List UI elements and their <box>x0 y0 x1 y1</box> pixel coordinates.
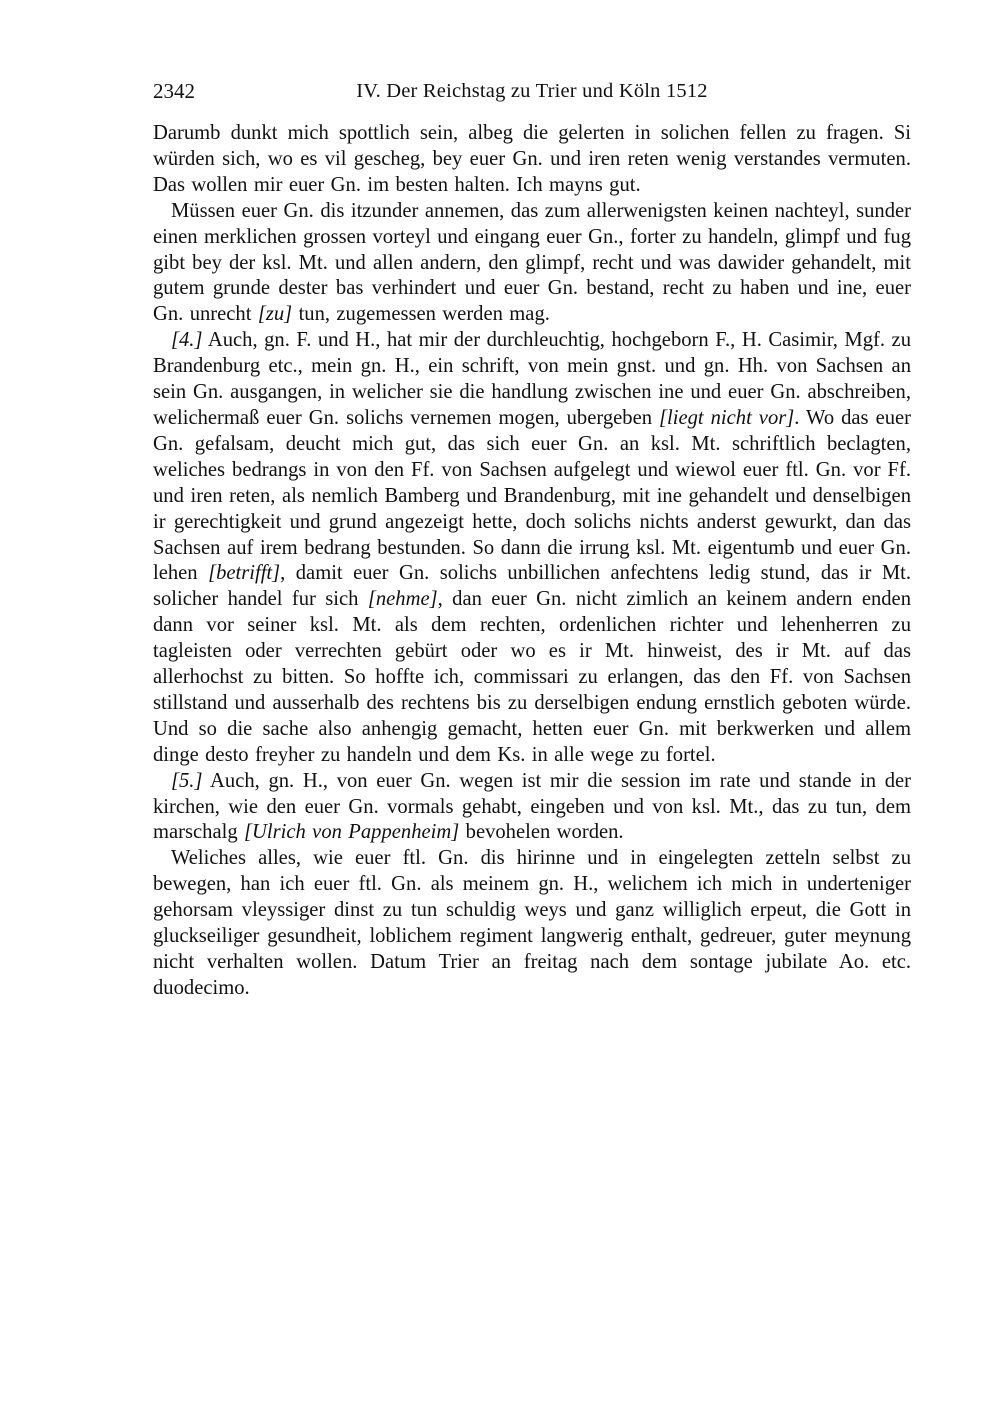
text-run: , damit euer Gn. solichs unbillichen anfechtens ledig stund, das ir Mt. solicher handel fur sich <box>153 562 911 611</box>
page-header <box>153 78 911 104</box>
text-run: Auch, gn. F. und H., hat mir der durchleuchtig, hochgeborn F., H. Casimir, Mgf. zu Brandenburg etc., mein gn. H., ein schrift, von mein gnst. und gn. Hh. von Sachsen an sein Gn. ausgangen, in welicher sie die handlung zwischen ine und euer Gn. abschreiben, welichermaß euer Gn. solichs vernemen mogen, ubergeben <box>153 329 911 429</box>
editorial-note: [Ulrich von Pappenheim] <box>244 821 460 844</box>
editorial-note: [zu] <box>257 303 293 326</box>
text-run: , dan euer Gn. nicht zimlich an keinem andern enden dann vor seiner ksl. Mt. als dem rechten, ordenlichen richter und lehenherren zu tagleisten oder verrechten gebürt oder wo es ir Mt. hinweist, des ir Mt. auf das allerhochst zu bitten. So hoffte ich, commissari zu erlangen, das den Ff. von Sachsen stillstand und ausserhalb des rechtens bis zu derselbigen endung ernstlich geboten würde. Und so die sache also anhengig gemacht, hetten euer Gn. mit berkwerken und allem dinge desto freyher zu handeln und dem Ks. in alle wege zu fortel. <box>153 588 911 766</box>
editorial-note: [liegt nicht vor] <box>659 406 795 429</box>
running-title: IV. Der Reichstag zu Trier und Köln 1512 <box>356 80 708 102</box>
text-run: tun, zugemessen werden mag. <box>292 303 550 326</box>
text-run: Weliches alles, wie euer ftl. Gn. dis hirinne und in eingelegten zetteln selbst zu bewegen, han ich euer ftl. Gn. als meinem gn. H., welichem ich mich in underteniger gehorsam vleyssiger dinst zu tun schuldig weys und ganz williglich erpeut, die Gott in gluckseiliger gesundheit, loblichem regiment langwerig enthalt, gedreuer, guter meynung nicht verhalten wollen. Datum Trier an freitag nach dem sontage jubilate Ao. etc. duodecimo. <box>153 847 911 999</box>
editorial-note: [betrifft] <box>208 562 281 585</box>
paragraph <box>153 328 911 768</box>
text-run: Müssen euer Gn. dis itzunder annemen, das zum allerwenigsten keinen nachteyl, sunder einen merklichen grossen vorteyl und eingang euer Gn., forter zu handeln, glimpf und fug gibt bey der ksl. Mt. und allen andern, den glimpf, recht und was dawider gehandelt, mit gutem grunde dester bas verhindert und euer Gn. bestand, recht zu haben und ine, euer Gn. unrecht <box>153 199 911 326</box>
editorial-note: [4.] <box>171 329 203 352</box>
text-run: . Wo das euer Gn. gefalsam, deucht mich gut, das sich euer Gn. an ksl. Mt. schriftlich beclagten, weliches bedrangs in von den Ff. von Sachsen aufgelegt und wiewol euer ftl. Gn. vor Ff. und iren reten, als nemlich Bamberg und Brandenburg, mit ine gehandelt und denselbigen ir gerechtigkeit und grund angezeigt hette, doch solichs nichts anderst gewurkt, dan das Sachsen auf irem bedrang bestunden. So dann die irrung ksl. Mt. eigentumb und euer Gn. lehen <box>153 406 912 585</box>
paragraph <box>153 121 911 199</box>
text-run: Auch, gn. H., von euer Gn. wegen ist mir die session im rate und stande in der kirchen, wie den euer Gn. vormals gehabt, eingeben und von ksl. Mt., das zu tun, dem marschalg <box>153 769 911 844</box>
paragraph <box>153 769 911 847</box>
body-text <box>153 121 911 1002</box>
paragraph <box>153 199 911 329</box>
editorial-note: [5.] <box>171 769 203 792</box>
page-number: 2342 <box>153 79 195 103</box>
text-run: Darumb dunkt mich spottlich sein, albeg die gelerten in solichen fellen zu fragen. Si würden sich, wo es vil gescheg, bey euer Gn. und iren reten wenig verstandes vermuten. Das wollen mir euer Gn. im besten halten. Ich mayns gut. <box>153 122 911 196</box>
editorial-note: [nehme] <box>367 588 438 611</box>
paragraph <box>153 846 911 1001</box>
text-run: bevohelen worden. <box>459 821 624 844</box>
